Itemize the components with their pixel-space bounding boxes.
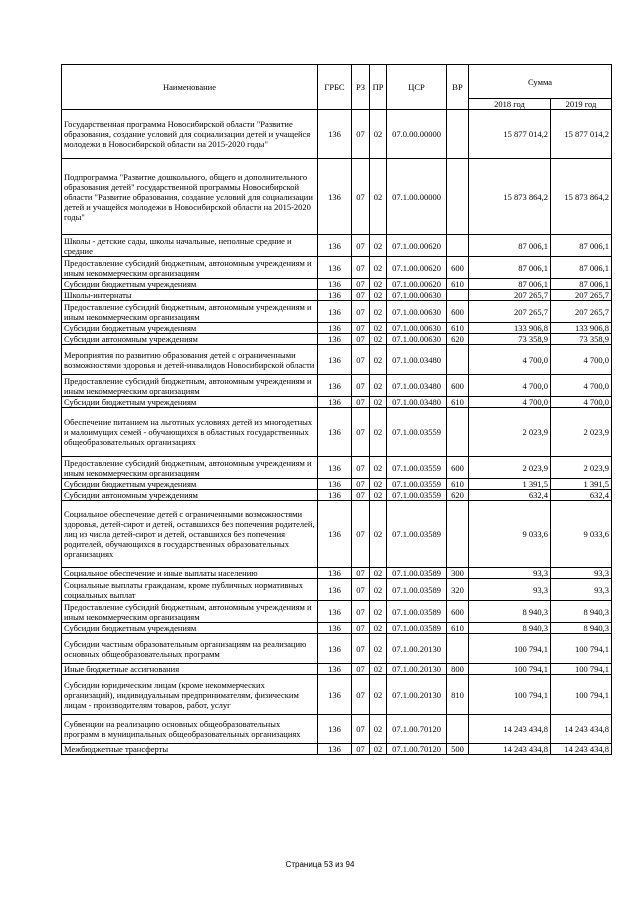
row-pr: 02 bbox=[370, 279, 387, 290]
row-rz: 07 bbox=[352, 235, 370, 257]
row-csr: 07.1.00.03589 bbox=[387, 501, 447, 568]
row-name: Предоставление субсидий бюджетным, автономным учреждениям и иным некоммерческим организациям bbox=[62, 457, 318, 479]
row-name: Государственная программа Новосибирской области "Развитие образования, создание условий для социализации детей и учащейся молодежи в Новосибирской области на 2015-2020 годы" bbox=[62, 110, 318, 159]
row-rz: 07 bbox=[352, 664, 370, 675]
row-csr: 07.1.00.70120 bbox=[387, 715, 447, 744]
row-pr: 02 bbox=[370, 715, 387, 744]
header-year-2019: 2019 год bbox=[551, 99, 612, 110]
row-sum-2018: 4 700,0 bbox=[469, 375, 551, 397]
row-pr: 02 bbox=[370, 490, 387, 501]
row-pr: 02 bbox=[370, 110, 387, 159]
row-rz: 07 bbox=[352, 375, 370, 397]
table-row bbox=[62, 457, 612, 479]
row-sum-2018: 100 794,1 bbox=[469, 634, 551, 664]
row-sum-2018: 14 243 434,8 bbox=[469, 744, 551, 755]
table-row bbox=[62, 110, 612, 159]
row-pr: 02 bbox=[370, 301, 387, 323]
row-sum-2018: 4 700,0 bbox=[469, 397, 551, 408]
header-pr: ПР bbox=[370, 65, 387, 110]
row-grbs: 136 bbox=[318, 579, 352, 601]
row-sum-2019: 14 243 434,8 bbox=[551, 715, 612, 744]
row-csr: 07.1.00.00000 bbox=[387, 159, 447, 235]
row-grbs: 136 bbox=[318, 397, 352, 408]
table-row bbox=[62, 408, 612, 457]
row-grbs: 136 bbox=[318, 334, 352, 345]
header-row bbox=[62, 65, 612, 99]
table-row bbox=[62, 601, 612, 623]
header-rz: РЗ bbox=[352, 65, 370, 110]
row-rz: 07 bbox=[352, 301, 370, 323]
header-grbs: ГРБС bbox=[318, 65, 352, 110]
row-sum-2019: 632,4 bbox=[551, 490, 612, 501]
row-pr: 02 bbox=[370, 334, 387, 345]
row-vr bbox=[447, 408, 469, 457]
row-sum-2019: 73 358,9 bbox=[551, 334, 612, 345]
row-vr: 620 bbox=[447, 490, 469, 501]
row-name: Обеспечение питанием на льготных условиях детей из многодетных и малоимущих семей - обучающихся в областных государственных общеобразовательных организациях bbox=[62, 408, 318, 457]
row-sum-2018: 100 794,1 bbox=[469, 675, 551, 715]
row-sum-2018: 1 391,5 bbox=[469, 479, 551, 490]
table-row bbox=[62, 579, 612, 601]
row-sum-2019: 9 033,6 bbox=[551, 501, 612, 568]
row-rz: 07 bbox=[352, 159, 370, 235]
row-pr: 02 bbox=[370, 159, 387, 235]
row-grbs: 136 bbox=[318, 601, 352, 623]
header-year-2018: 2018 год bbox=[469, 99, 551, 110]
row-name: Школы-интернаты bbox=[62, 290, 318, 301]
row-vr bbox=[447, 235, 469, 257]
row-vr: 610 bbox=[447, 323, 469, 334]
table-row bbox=[62, 323, 612, 334]
row-grbs: 136 bbox=[318, 623, 352, 634]
row-csr: 07.1.00.00620 bbox=[387, 235, 447, 257]
row-name: Предоставление субсидий бюджетным, автономным учреждениям и иным некоммерческим организациям bbox=[62, 301, 318, 323]
row-sum-2019: 14 243 434,8 bbox=[551, 744, 612, 755]
row-sum-2019: 207 265,7 bbox=[551, 301, 612, 323]
row-name: Социальные выплаты гражданам, кроме публичных нормативных социальных выплат bbox=[62, 579, 318, 601]
row-grbs: 136 bbox=[318, 408, 352, 457]
row-name: Предоставление субсидий бюджетным, автономным учреждениям и иным некоммерческим организациям bbox=[62, 601, 318, 623]
row-csr: 07.1.00.00630 bbox=[387, 301, 447, 323]
table-row bbox=[62, 375, 612, 397]
row-rz: 07 bbox=[352, 110, 370, 159]
row-vr: 320 bbox=[447, 579, 469, 601]
row-csr: 07.1.00.03589 bbox=[387, 623, 447, 634]
row-vr: 600 bbox=[447, 257, 469, 279]
header-sum: Сумма bbox=[469, 65, 612, 99]
row-sum-2019: 133 906,8 bbox=[551, 323, 612, 334]
row-grbs: 136 bbox=[318, 490, 352, 501]
row-name: Иные бюджетные ассигнования bbox=[62, 664, 318, 675]
row-csr: 07.1.00.00630 bbox=[387, 290, 447, 301]
row-name: Субсидии автономным учреждениям bbox=[62, 334, 318, 345]
row-grbs: 136 bbox=[318, 664, 352, 675]
row-name: Субсидии частным образовательным организациям на реализацию основных общеобразовательных программ bbox=[62, 634, 318, 664]
row-csr: 07.1.00.03589 bbox=[387, 601, 447, 623]
row-pr: 02 bbox=[370, 290, 387, 301]
table-row bbox=[62, 501, 612, 568]
row-sum-2019: 4 700,0 bbox=[551, 345, 612, 375]
row-sum-2019: 100 794,1 bbox=[551, 675, 612, 715]
row-name: Предоставление субсидий бюджетным, автономным учреждениям и иным некоммерческим организациям bbox=[62, 375, 318, 397]
table-row bbox=[62, 744, 612, 755]
row-rz: 07 bbox=[352, 397, 370, 408]
header-name: Наименование bbox=[62, 65, 318, 110]
row-sum-2019: 2 023,9 bbox=[551, 408, 612, 457]
table-row bbox=[62, 675, 612, 715]
row-sum-2019: 8 940,3 bbox=[551, 601, 612, 623]
row-sum-2019: 100 794,1 bbox=[551, 634, 612, 664]
row-vr: 610 bbox=[447, 397, 469, 408]
row-name: Субвенции на реализацию основных общеобразовательных программ в муниципальных общеобразовательных организациях bbox=[62, 715, 318, 744]
row-rz: 07 bbox=[352, 623, 370, 634]
row-sum-2019: 1 391,5 bbox=[551, 479, 612, 490]
row-sum-2019: 87 006,1 bbox=[551, 279, 612, 290]
row-sum-2018: 73 358,9 bbox=[469, 334, 551, 345]
row-rz: 07 bbox=[352, 408, 370, 457]
table-row bbox=[62, 159, 612, 235]
row-name: Социальное обеспечение детей с ограниченными возможностями здоровья, детей-сирот и детей, оставшихся без попечения родителей, лиц из числа детей-сирот и детей, оставшихся без попечения родителей, обучающихся в государственных образовательных организациях bbox=[62, 501, 318, 568]
row-pr: 02 bbox=[370, 408, 387, 457]
row-sum-2018: 9 033,6 bbox=[469, 501, 551, 568]
row-pr: 02 bbox=[370, 345, 387, 375]
row-pr: 02 bbox=[370, 601, 387, 623]
row-grbs: 136 bbox=[318, 715, 352, 744]
row-sum-2018: 87 006,1 bbox=[469, 235, 551, 257]
table-row bbox=[62, 623, 612, 634]
row-grbs: 136 bbox=[318, 323, 352, 334]
row-rz: 07 bbox=[352, 579, 370, 601]
row-csr: 07.1.00.00620 bbox=[387, 257, 447, 279]
row-csr: 07.1.00.03480 bbox=[387, 397, 447, 408]
row-name: Мероприятия по развитию образования детей с ограниченными возможностями здоровья и детей-инвалидов Новосибирской области bbox=[62, 345, 318, 375]
row-rz: 07 bbox=[352, 490, 370, 501]
row-name: Социальное обеспечение и иные выплаты населению bbox=[62, 568, 318, 579]
row-grbs: 136 bbox=[318, 457, 352, 479]
row-vr bbox=[447, 159, 469, 235]
row-vr: 610 bbox=[447, 279, 469, 290]
row-sum-2019: 100 794,1 bbox=[551, 664, 612, 675]
row-rz: 07 bbox=[352, 290, 370, 301]
row-name: Субсидии юридическим лицам (кроме некоммерческих организаций), индивидуальным предпринимателям, физическим лицам - производителям товаров, работ, услуг bbox=[62, 675, 318, 715]
row-rz: 07 bbox=[352, 479, 370, 490]
table-row bbox=[62, 490, 612, 501]
row-vr: 500 bbox=[447, 744, 469, 755]
row-vr: 810 bbox=[447, 675, 469, 715]
row-csr: 07.0.00.00000 bbox=[387, 110, 447, 159]
row-rz: 07 bbox=[352, 323, 370, 334]
table-row bbox=[62, 257, 612, 279]
row-vr: 300 bbox=[447, 568, 469, 579]
row-sum-2018: 207 265,7 bbox=[469, 301, 551, 323]
row-grbs: 136 bbox=[318, 744, 352, 755]
row-vr: 620 bbox=[447, 334, 469, 345]
table-body bbox=[62, 110, 612, 755]
row-sum-2019: 93,3 bbox=[551, 568, 612, 579]
row-sum-2019: 8 940,3 bbox=[551, 623, 612, 634]
row-grbs: 136 bbox=[318, 375, 352, 397]
row-vr bbox=[447, 634, 469, 664]
row-pr: 02 bbox=[370, 623, 387, 634]
row-pr: 02 bbox=[370, 257, 387, 279]
row-grbs: 136 bbox=[318, 479, 352, 490]
header-vr: ВР bbox=[447, 65, 469, 110]
row-csr: 07.1.00.00620 bbox=[387, 279, 447, 290]
row-pr: 02 bbox=[370, 579, 387, 601]
row-pr: 02 bbox=[370, 634, 387, 664]
row-sum-2019: 4 700,0 bbox=[551, 375, 612, 397]
row-name: Субсидии бюджетным учреждениям bbox=[62, 323, 318, 334]
row-csr: 07.1.00.03559 bbox=[387, 490, 447, 501]
row-sum-2018: 87 006,1 bbox=[469, 257, 551, 279]
row-name: Субсидии бюджетным учреждениям bbox=[62, 623, 318, 634]
table-row bbox=[62, 715, 612, 744]
row-name: Межбюджетные трансферты bbox=[62, 744, 318, 755]
row-name: Субсидии бюджетным учреждениям bbox=[62, 397, 318, 408]
row-vr: 610 bbox=[447, 623, 469, 634]
row-csr: 07.1.00.70120 bbox=[387, 744, 447, 755]
row-csr: 07.1.00.03480 bbox=[387, 345, 447, 375]
row-rz: 07 bbox=[352, 345, 370, 375]
row-pr: 02 bbox=[370, 675, 387, 715]
table-row bbox=[62, 235, 612, 257]
row-vr: 600 bbox=[447, 375, 469, 397]
row-vr: 600 bbox=[447, 457, 469, 479]
row-pr: 02 bbox=[370, 479, 387, 490]
row-sum-2018: 4 700,0 bbox=[469, 345, 551, 375]
table-row bbox=[62, 301, 612, 323]
row-vr: 600 bbox=[447, 301, 469, 323]
row-vr bbox=[447, 110, 469, 159]
row-rz: 07 bbox=[352, 501, 370, 568]
row-name: Предоставление субсидий бюджетным, автономным учреждениям и иным некоммерческим организациям bbox=[62, 257, 318, 279]
row-sum-2018: 15 877 014,2 bbox=[469, 110, 551, 159]
row-grbs: 136 bbox=[318, 345, 352, 375]
row-vr bbox=[447, 345, 469, 375]
row-vr bbox=[447, 715, 469, 744]
row-csr: 07.1.00.03589 bbox=[387, 579, 447, 601]
table-row bbox=[62, 568, 612, 579]
row-sum-2019: 87 006,1 bbox=[551, 257, 612, 279]
row-grbs: 136 bbox=[318, 634, 352, 664]
row-grbs: 136 bbox=[318, 235, 352, 257]
table-row bbox=[62, 279, 612, 290]
row-rz: 07 bbox=[352, 675, 370, 715]
row-vr bbox=[447, 501, 469, 568]
row-rz: 07 bbox=[352, 744, 370, 755]
row-sum-2019: 15 877 014,2 bbox=[551, 110, 612, 159]
row-grbs: 136 bbox=[318, 675, 352, 715]
row-sum-2019: 93,3 bbox=[551, 579, 612, 601]
row-csr: 07.1.00.03559 bbox=[387, 479, 447, 490]
row-sum-2018: 8 940,3 bbox=[469, 623, 551, 634]
row-rz: 07 bbox=[352, 568, 370, 579]
table-row bbox=[62, 664, 612, 675]
row-sum-2018: 93,3 bbox=[469, 579, 551, 601]
row-vr bbox=[447, 290, 469, 301]
row-csr: 07.1.00.00630 bbox=[387, 323, 447, 334]
budget-table bbox=[61, 64, 612, 755]
row-name: Субсидии автономным учреждениям bbox=[62, 490, 318, 501]
row-grbs: 136 bbox=[318, 159, 352, 235]
row-vr: 600 bbox=[447, 601, 469, 623]
row-sum-2019: 2 023,9 bbox=[551, 457, 612, 479]
page-footer: Страница 53 из 94 bbox=[285, 860, 355, 869]
row-grbs: 136 bbox=[318, 301, 352, 323]
row-csr: 07.1.00.20130 bbox=[387, 675, 447, 715]
row-rz: 07 bbox=[352, 457, 370, 479]
table-row bbox=[62, 290, 612, 301]
row-sum-2018: 93,3 bbox=[469, 568, 551, 579]
row-sum-2018: 15 873 864,2 bbox=[469, 159, 551, 235]
row-pr: 02 bbox=[370, 457, 387, 479]
row-name: Школы - детские сады, школы начальные, неполные средние и средние bbox=[62, 235, 318, 257]
row-sum-2018: 632,4 bbox=[469, 490, 551, 501]
row-vr: 610 bbox=[447, 479, 469, 490]
row-csr: 07.1.00.03480 bbox=[387, 375, 447, 397]
row-grbs: 136 bbox=[318, 110, 352, 159]
row-rz: 07 bbox=[352, 279, 370, 290]
row-grbs: 136 bbox=[318, 568, 352, 579]
row-sum-2018: 2 023,9 bbox=[469, 457, 551, 479]
header-csr: ЦСР bbox=[387, 65, 447, 110]
table-row bbox=[62, 479, 612, 490]
row-grbs: 136 bbox=[318, 279, 352, 290]
row-csr: 07.1.00.03559 bbox=[387, 408, 447, 457]
row-rz: 07 bbox=[352, 715, 370, 744]
row-pr: 02 bbox=[370, 664, 387, 675]
row-pr: 02 bbox=[370, 744, 387, 755]
row-sum-2018: 2 023,9 bbox=[469, 408, 551, 457]
row-sum-2019: 207 265,7 bbox=[551, 290, 612, 301]
table-row bbox=[62, 634, 612, 664]
row-rz: 07 bbox=[352, 334, 370, 345]
row-grbs: 136 bbox=[318, 257, 352, 279]
row-sum-2019: 15 873 864,2 bbox=[551, 159, 612, 235]
row-sum-2018: 133 906,8 bbox=[469, 323, 551, 334]
row-sum-2018: 100 794,1 bbox=[469, 664, 551, 675]
row-csr: 07.1.00.03589 bbox=[387, 568, 447, 579]
row-name: Подпрограмма "Развитие дошкольного, общего и дополнительного образования детей" государственной программы Новосибирской области "Развитие образования, создание условий для социализации детей и учащейся молодежи в Новосибирской области на 2015-2020 годы" bbox=[62, 159, 318, 235]
row-pr: 02 bbox=[370, 501, 387, 568]
row-sum-2018: 14 243 434,8 bbox=[469, 715, 551, 744]
row-pr: 02 bbox=[370, 323, 387, 334]
row-pr: 02 bbox=[370, 375, 387, 397]
row-vr: 800 bbox=[447, 664, 469, 675]
row-csr: 07.1.00.03559 bbox=[387, 457, 447, 479]
row-sum-2018: 8 940,3 bbox=[469, 601, 551, 623]
table-row bbox=[62, 345, 612, 375]
row-pr: 02 bbox=[370, 235, 387, 257]
row-grbs: 136 bbox=[318, 501, 352, 568]
row-pr: 02 bbox=[370, 397, 387, 408]
row-csr: 07.1.00.20130 bbox=[387, 634, 447, 664]
row-name: Субсидии бюджетным учреждениям bbox=[62, 479, 318, 490]
row-sum-2018: 87 006,1 bbox=[469, 279, 551, 290]
row-rz: 07 bbox=[352, 634, 370, 664]
row-csr: 07.1.00.00630 bbox=[387, 334, 447, 345]
row-grbs: 136 bbox=[318, 290, 352, 301]
row-csr: 07.1.00.20130 bbox=[387, 664, 447, 675]
table-row bbox=[62, 397, 612, 408]
row-pr: 02 bbox=[370, 568, 387, 579]
row-rz: 07 bbox=[352, 601, 370, 623]
row-name: Субсидии бюджетным учреждениям bbox=[62, 279, 318, 290]
row-sum-2019: 87 006,1 bbox=[551, 235, 612, 257]
table-row bbox=[62, 334, 612, 345]
row-sum-2018: 207 265,7 bbox=[469, 290, 551, 301]
row-sum-2019: 4 700,0 bbox=[551, 397, 612, 408]
row-rz: 07 bbox=[352, 257, 370, 279]
